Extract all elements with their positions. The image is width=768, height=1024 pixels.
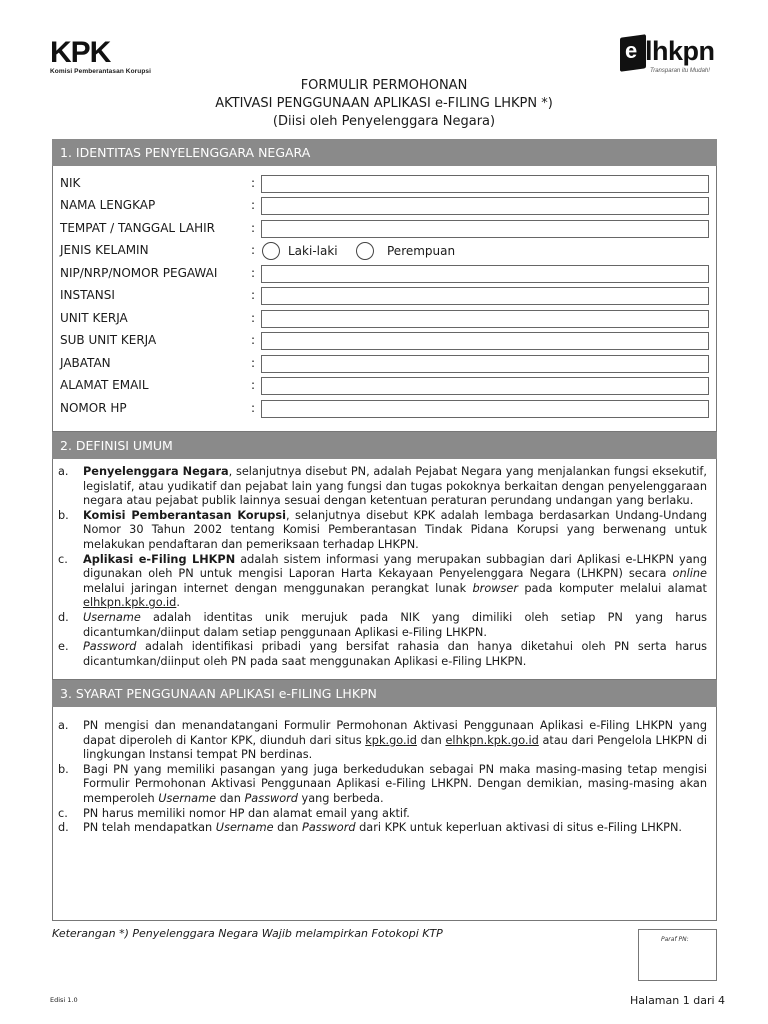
definition-italic: browser — [472, 581, 518, 595]
elhkpn-logo-e: e — [625, 38, 638, 63]
field-colon: : — [251, 356, 256, 370]
requirement-text: atau dari Pengelola LHKPN di lingkungan Instansi tempat PN berdinas. — [83, 733, 707, 762]
input-field-instansi[interactable] — [261, 287, 709, 305]
field-colon: : — [251, 243, 256, 257]
requirement-text: yang berbeda. — [297, 791, 384, 805]
list-marker: a. — [58, 465, 69, 478]
field-label: NAMA LENGKAP — [60, 198, 156, 212]
input-field-unit-kerja[interactable] — [261, 310, 709, 328]
title-line-3: (Diisi oleh Penyelenggara Negara) — [272, 114, 496, 129]
paraf-label: Paraf PN: — [661, 936, 689, 943]
requirement-italic: Password — [244, 791, 298, 805]
definition-term: Username — [83, 610, 141, 624]
list-marker: c. — [58, 552, 68, 566]
list-marker: d. — [58, 610, 69, 624]
definition-text: . — [176, 596, 180, 610]
field-colon: : — [251, 378, 256, 392]
definition-text: , selanjutnya disebut KPK adalah lembaga berdasarkan Undang-Undang Nomor 30 Tahun 2002 tentang Komisi Pemberantasan Tindak Pidana Korupsi yang berwenang untuk melakukan pendaftaran dan pemeriksaan terhadap LHKPN. — [83, 508, 707, 551]
field-label: SUB UNIT KERJA — [60, 333, 157, 347]
field-colon: : — [251, 266, 256, 280]
requirement-item — [57, 763, 707, 807]
gender-option-label: Laki-laki — [288, 244, 338, 258]
elhkpn-tagline: Transparan itu Mudah! — [650, 68, 710, 74]
requirement-italic: Username — [158, 791, 217, 805]
requirement-text: PN telah mendapatkan — [83, 821, 216, 835]
section-3-heading: 3. SYARAT PENGGUNAAN APLIKASI e-FILING LHKPN — [52, 680, 717, 707]
kpk-logo-mark: KPK — [50, 36, 111, 69]
input-field-nama-lengkap[interactable] — [261, 197, 709, 215]
field-colon: : — [251, 198, 256, 212]
elhkpn-logo-text: lhkpn — [645, 36, 715, 66]
title-line-1: FORMULIR PERMOHONAN — [300, 78, 468, 93]
requirement-italic: Username — [215, 821, 274, 835]
section-2-heading: 2. DEFINISI UMUM — [52, 432, 717, 459]
input-field-alamat-email[interactable] — [261, 377, 709, 395]
field-colon: : — [251, 401, 256, 415]
title-line-2: AKTIVASI PENGGUNAAN APLIKASI e-FILING LHKPN *) — [215, 96, 553, 111]
definition-item — [57, 553, 707, 611]
definition-term: Aplikasi e-Filing LHKPN — [83, 552, 236, 566]
section-1-heading: 1. IDENTITAS PENYELENGGARA NEGARA — [52, 139, 717, 166]
definition-text: adalah sistem informasi yang merupakan subbagian dari Aplikasi e-LHKPN yang digunakan oleh PN untuk mengisi Laporan Harta Kekayaan Penyelenggara Negara (LHKPN) secara — [83, 552, 707, 581]
form-title — [0, 77, 768, 131]
list-marker: c. — [58, 806, 68, 820]
definition-text: pada komputer melalui alamat — [517, 581, 707, 595]
definition-text: adalah identifikasi pribadi yang bersifat rahasia dan hanya diketahui oleh PN serta harus dicantumkan/diinput oleh PN pada saat menggunakan Aplikasi e-Filing LHKPN. — [83, 640, 707, 668]
list-marker: b. — [58, 762, 69, 776]
requirement-text: PN harus memiliki nomor HP dan alamat email yang aktif. — [83, 806, 410, 820]
field-colon: : — [251, 333, 256, 347]
requirement-italic: Password — [302, 821, 356, 835]
field-label: ALAMAT EMAIL — [60, 378, 149, 392]
input-field-nomor-hp[interactable] — [261, 400, 709, 418]
definition-term: Penyelenggara Negara — [83, 465, 229, 478]
gender-option-label: Perempuan — [387, 244, 456, 258]
definition-item — [57, 611, 707, 640]
field-label: NOMOR HP — [60, 401, 127, 415]
definition-item — [57, 509, 707, 553]
field-label: INSTANSI — [60, 288, 115, 302]
field-label: UNIT KERJA — [60, 311, 128, 325]
kpk-logo-subtitle: Komisi Pemberantasan Korupsi — [50, 68, 152, 75]
input-field-sub-unit-kerja[interactable] — [261, 332, 709, 350]
requirement-item — [57, 719, 707, 763]
field-colon: : — [251, 311, 256, 325]
definition-term: Komisi Pemberantasan Korupsi — [83, 508, 286, 522]
definition-text: adalah identitas unik merujuk pada NIK yang dimiliki oleh setiap PN yang harus dicantumkan/diinput dalam setiap penggunaan Aplikasi e-Filing LHKPN. — [83, 610, 707, 639]
definition-item — [57, 465, 707, 509]
input-field-nik[interactable] — [261, 175, 709, 193]
requirement-text: Bagi PN yang memiliki pasangan yang juga berkedudukan sebagai PN maka masing-masing tetap mengisi Formulir Permohonan Aktivasi Penggunaan Aplikasi e-Filing LHKPN. Dengan demikian, masing-masing akan memperoleh — [83, 762, 707, 805]
field-label: TEMPAT / TANGGAL LAHIR — [60, 221, 215, 235]
gender-radio-female[interactable] — [356, 242, 374, 260]
definition-text: melalui jaringan internet dengan menggunakan perangkat lunak — [83, 581, 473, 595]
requirement-text: PN mengisi dan menandatangani Formulir Permohonan Aktivasi Penggunaan Aplikasi e-Filing LHKPN yang dapat diperoleh di Kantor KPK, diunduh dari situs — [83, 719, 707, 747]
definition-text: , selanjutnya disebut PN, adalah Pejabat Negara yang menjalankan fungsi eksekutif, legislatif, atau yudikatif dan pejabat lain yang fungsi dan tugas pokoknya berkaitan dengan penyelenggaraan negara atau pejabat publik lainnya sesuai dengan ketentuan peraturan perundang undangan yang berlaku. — [83, 465, 707, 508]
definition-term: Password — [83, 640, 137, 654]
requirement-text: dan — [216, 791, 245, 805]
requirement-text: dan — [416, 733, 446, 747]
footnote: Keterangan *) Penyelenggara Negara Wajib melampirkan Fotokopi KTP — [52, 927, 443, 940]
input-field-nip-nrp-nomor-pegawai[interactable] — [261, 265, 709, 283]
list-marker: d. — [58, 821, 69, 835]
elhkpn-link[interactable]: elhkpn.kpk.go.id — [83, 596, 177, 610]
field-colon: : — [251, 176, 256, 190]
requirement-item — [57, 807, 707, 822]
kpk-link[interactable]: kpk.go.id — [365, 733, 417, 747]
paraf-box[interactable] — [638, 929, 717, 981]
list-marker: a. — [58, 719, 69, 732]
requirements-list — [57, 719, 707, 836]
input-field-jabatan[interactable] — [261, 355, 709, 373]
field-colon: : — [251, 221, 256, 235]
definition-italic: online — [672, 567, 707, 581]
definitions-list — [57, 465, 707, 669]
requirement-text: dari KPK untuk keperluan aktivasi di situs e-Filing LHKPN. — [355, 821, 682, 835]
kpk-logo — [50, 36, 170, 80]
definition-item — [57, 640, 707, 669]
list-marker: b. — [58, 508, 69, 522]
gender-radio-male[interactable] — [262, 242, 280, 260]
requirement-item — [57, 821, 707, 836]
field-label: JENIS KELAMIN — [60, 243, 149, 257]
field-label: JABATAN — [60, 356, 111, 370]
page-number: Halaman 1 dari 4 — [630, 994, 726, 1007]
elhkpn-link[interactable]: elhkpn.kpk.go.id — [445, 733, 539, 747]
input-field-tempat-tanggal-lahir[interactable] — [261, 220, 709, 238]
list-marker: e. — [58, 640, 69, 654]
field-label: NIP/NRP/NOMOR PEGAWAI — [60, 266, 218, 280]
edition-label: Edisi 1.0 — [50, 996, 78, 1004]
field-colon: : — [251, 288, 256, 302]
requirement-text: dan — [273, 821, 303, 835]
field-label: NIK — [60, 176, 81, 190]
elhkpn-logo — [620, 36, 720, 82]
